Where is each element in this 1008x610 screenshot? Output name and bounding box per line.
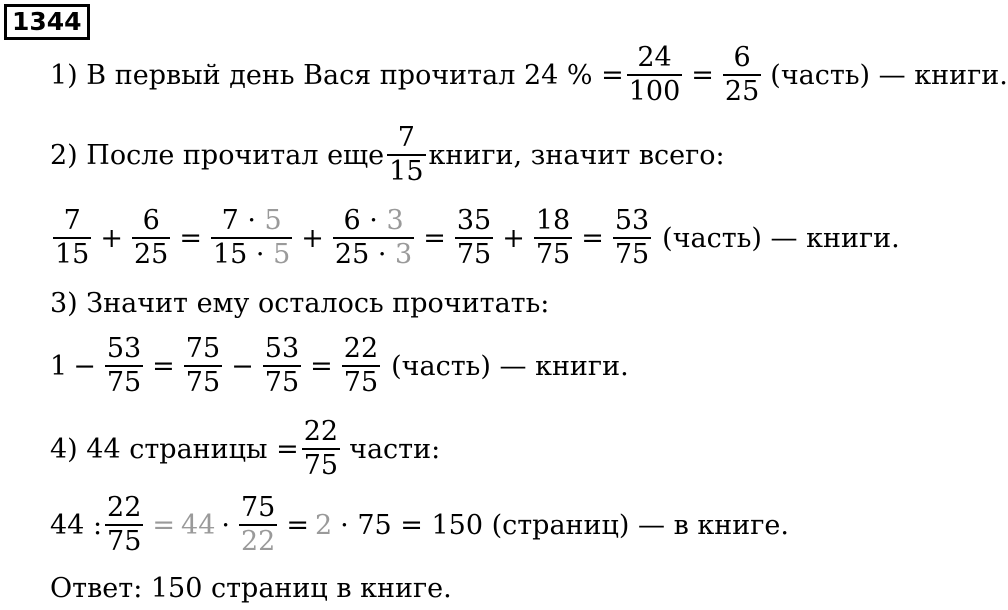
step-2-text: 2) После прочитал еще [50,139,385,171]
numerator: 24 [637,42,672,73]
numerator [220,207,284,237]
numerator: 35 [456,205,492,236]
denominator: 25 [724,76,760,108]
answer-text: Ответ: 150 страниц в книге. [50,573,452,604]
denominator: 75 [106,367,142,399]
numerator-base: 7 · [221,205,256,236]
fraction-22-75 [105,494,143,557]
equals-sign: = [581,222,604,254]
fraction-7-15 [53,207,91,270]
fraction-expanded-1 [211,207,292,270]
dividend: 44 : [50,509,103,541]
denominator [211,237,292,269]
answer-line [50,573,452,604]
denominator: 15 [55,239,90,271]
multiplier: 3 [395,239,413,271]
denominator: 75 [456,239,492,271]
multiplier: 5 [273,239,291,271]
numerator: 53 [614,205,650,236]
reduced-2: 2 [314,509,333,541]
denominator-base: 15 · [212,239,265,271]
step-3-text: 3) Значит ему осталось прочитать: [50,288,550,319]
problem-number: 1344 [4,4,90,40]
multiply-dot: · [221,509,230,541]
remainder-equation-line [50,335,629,398]
equals-sign: = [691,59,714,91]
division-equation-line [50,494,789,557]
one: 1 [50,350,68,382]
denominator: 75 [185,367,221,399]
denominator: 75 [107,526,142,558]
division-result: · 75 = 150 (страниц) — в книге. [340,509,789,541]
equals-sign: = [286,509,309,541]
multiplier: 5 [264,205,282,236]
numerator: 6 [142,205,160,236]
equals-sign: = [152,350,175,382]
denominator: 75 [303,450,339,482]
multiplier: 3 [386,205,404,236]
step-1-text: 1) В первый день Вася прочитал 24 % = [50,59,624,91]
step-4-line [50,418,440,481]
denominator: 15 [389,156,424,188]
fraction-24-100 [627,44,683,107]
plus-sign: + [100,222,123,254]
step-1-line [50,44,1008,107]
denominator-base: 25 · [334,239,387,271]
fraction-6-25 [723,44,761,107]
denominator: 25 [133,239,169,271]
numerator: 7 [63,205,81,236]
denominator: 100 [628,76,681,108]
fraction-7-15 [387,124,425,187]
denominator: 75 [264,367,300,399]
sum-equation-line [50,207,900,270]
remainder-suffix: (часть) — книги. [391,350,629,382]
numerator: 75 [240,492,276,523]
step-4-suffix: части: [349,433,441,465]
fraction-53-75 [263,335,301,398]
plus-sign: + [301,222,324,254]
denominator: 75 [343,367,379,399]
step-2-suffix: книги, значит всего: [428,139,725,171]
numerator [342,207,406,237]
numerator: 53 [106,333,142,364]
numerator: 6 [733,42,751,73]
fraction-18-75 [534,207,572,270]
numerator: 18 [535,205,571,236]
numerator: 22 [343,333,379,364]
fraction-75-22 [239,494,277,557]
numerator: 7 [397,122,415,153]
equals-sign: = [179,222,202,254]
minus-sign: − [231,350,254,382]
minus-sign: − [73,350,96,382]
numerator: 22 [303,416,339,447]
fraction-53-75 [105,335,143,398]
fraction-expanded-2 [333,207,414,270]
fraction-6-25 [132,207,170,270]
step-4-text: 4) 44 страницы = [50,433,299,465]
denominator: 75 [535,239,571,271]
numerator: 22 [107,492,142,523]
plus-sign: + [502,222,525,254]
step-3-line [50,288,549,319]
fraction-22-75 [302,418,340,481]
numerator-base: 6 · [343,205,378,236]
denominator [333,237,414,269]
denominator: 75 [614,239,650,271]
equals-sign: = [423,222,446,254]
numerator: 53 [264,333,300,364]
step-1-suffix: (часть) — книги. [770,59,1008,91]
equals-sign: = [152,509,176,541]
equals-sign: = [310,350,333,382]
step-2-line [50,124,725,187]
fraction-75-75 [184,335,222,398]
numerator: 75 [185,333,221,364]
sum-suffix: (часть) — книги. [662,222,900,254]
fraction-22-75 [342,335,380,398]
cancelled-44: 44 [181,509,216,541]
denominator: 22 [240,526,276,558]
fraction-53-75 [613,207,651,270]
fraction-35-75 [455,207,493,270]
